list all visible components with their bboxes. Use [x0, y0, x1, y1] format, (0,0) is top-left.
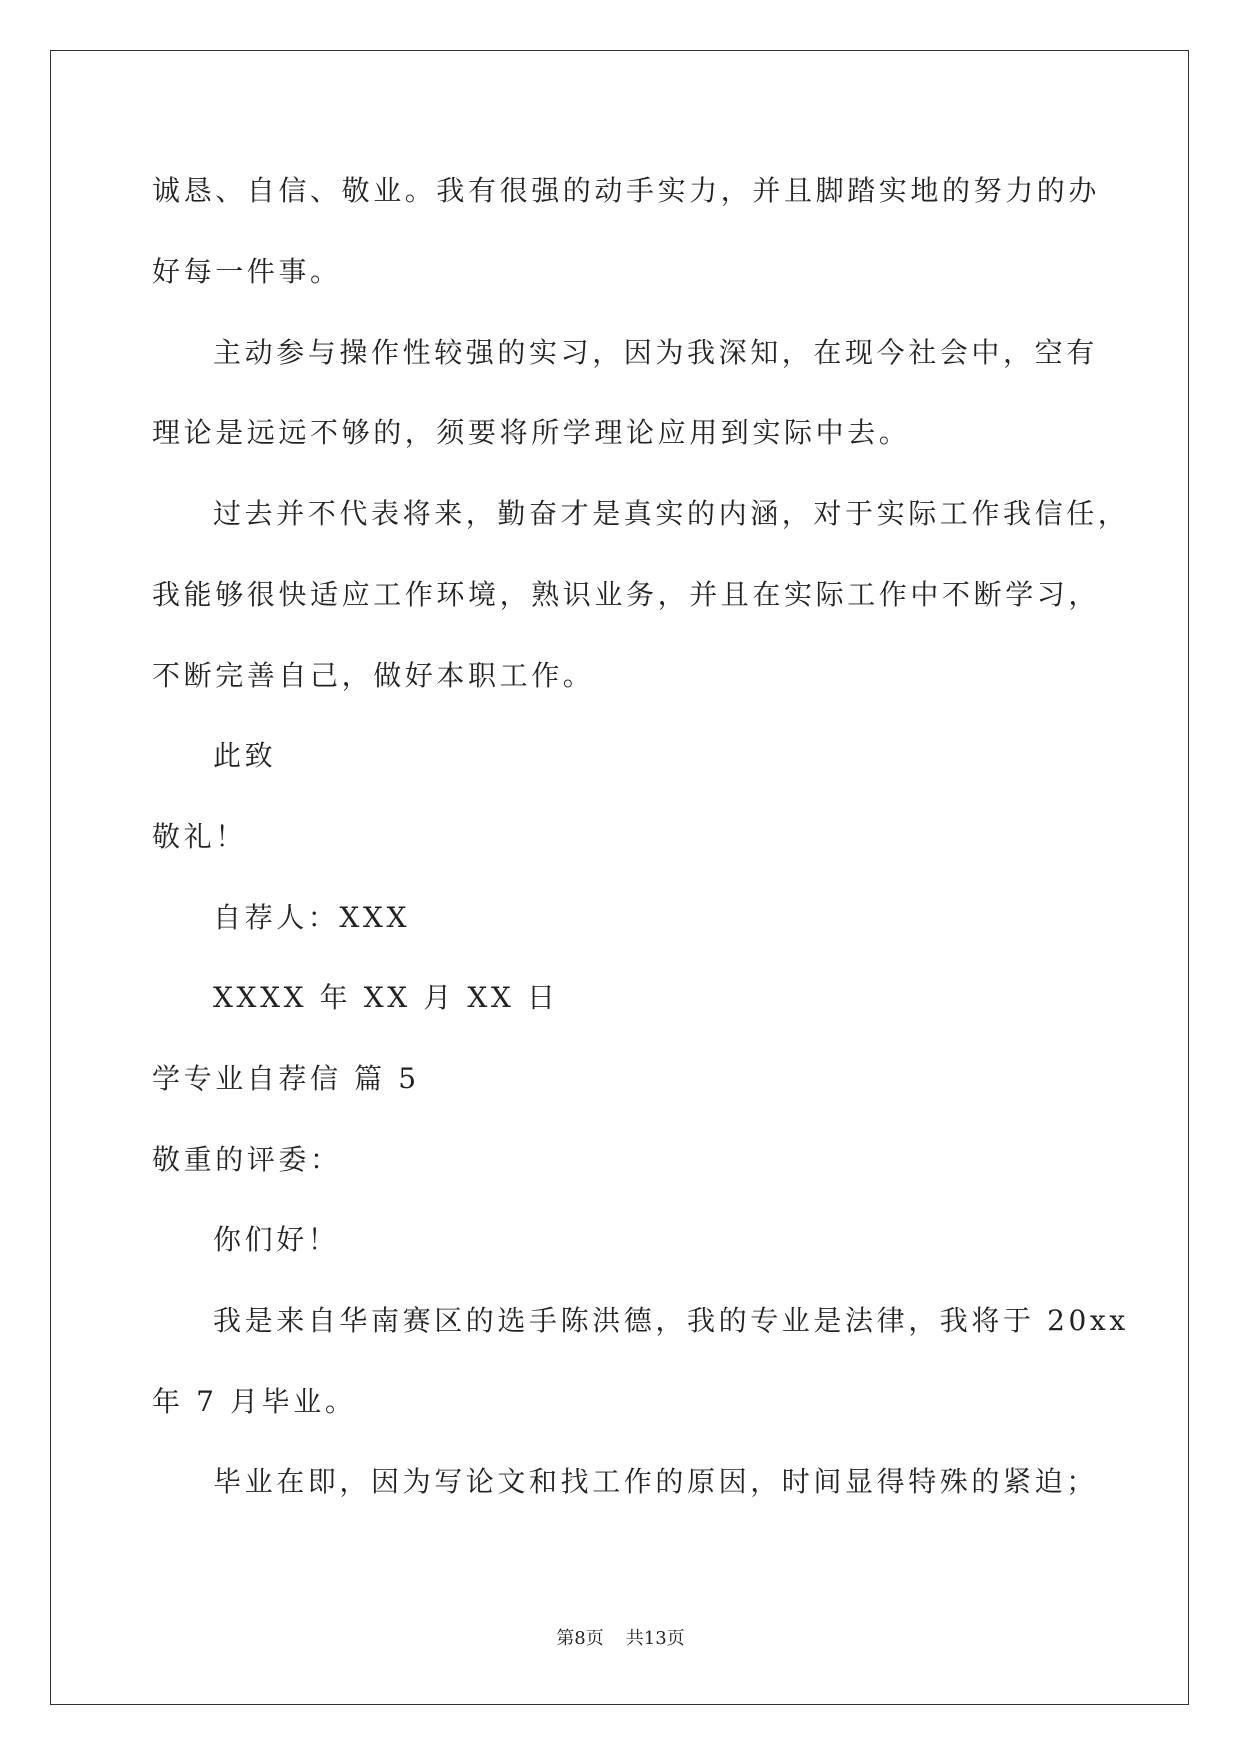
body-line: 我能够很快适应工作环境，熟识业务，并且在实际工作中不断学习，	[152, 578, 1101, 611]
body-line: 年 7 月毕业。	[152, 1385, 357, 1418]
body-line: 好每一件事。	[152, 255, 342, 288]
closing-regards: 敬礼！	[152, 820, 247, 853]
body-line: 我是来自华南赛区的选手陈洪德，我的专业是法律，我将于 20xx	[213, 1304, 1129, 1337]
signature-line: 自荐人：XXX	[213, 901, 411, 934]
page-number-current: 第8页	[556, 1628, 604, 1649]
greeting-hello: 你们好！	[213, 1223, 340, 1256]
page-number-total: 共13页	[625, 1628, 685, 1649]
body-line: 诚恳、自信、敬业。我有很强的动手实力，并且脚踏实地的努力的办	[152, 174, 1101, 207]
body-line: 毕业在即，因为写论文和找工作的原因，时间显得特殊的紧迫；	[213, 1465, 1098, 1498]
body-line: 过去并不代表将来，勤奋才是真实的内涵，对于实际工作我信任，	[213, 497, 1130, 530]
section-heading: 学专业自荐信 篇 5	[152, 1062, 420, 1095]
body-line: 理论是远远不够的，须要将所学理论应用到实际中去。	[152, 416, 911, 449]
page-border	[50, 50, 1189, 1705]
page-footer	[0, 1627, 1241, 1651]
body-line: 不断完善自己，做好本职工作。	[152, 659, 595, 692]
body-line: 主动参与操作性较强的实习，因为我深知，在现今社会中，空有	[213, 336, 1098, 369]
date-line: XXXX 年 XX 月 XX 日	[213, 981, 559, 1014]
greeting-recipient: 敬重的评委：	[152, 1143, 342, 1176]
closing-salutation: 此致	[213, 739, 277, 772]
